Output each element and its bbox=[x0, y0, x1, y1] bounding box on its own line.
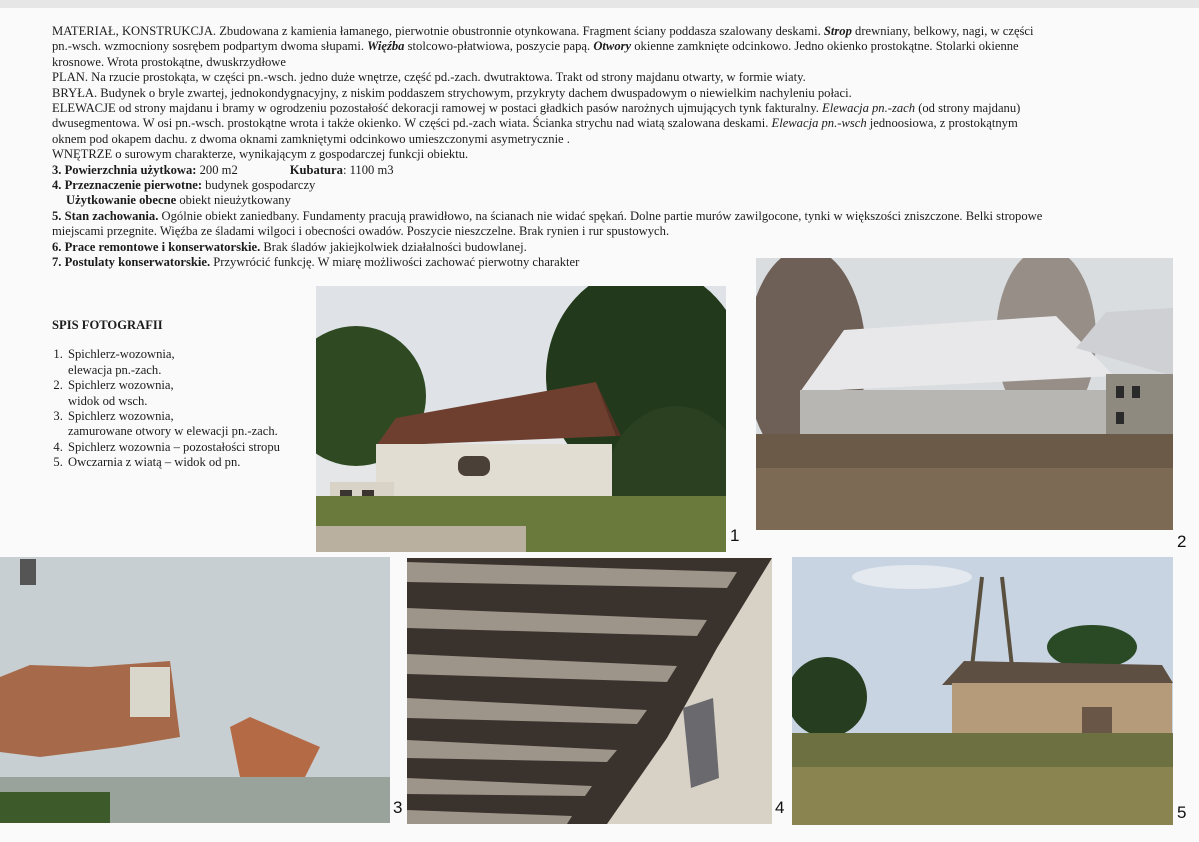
elewacje-paragraph: ELEWACJE od strony majdanu i bramy w ogrodzeniu pozostałość dekoracji ramowej w postaci gładkich pasów narożnych ujmujących tynk fakturalny. Elewacja pn.-zach (od strony majdanu) dwusegmentowa. W osi pn.-wsch. prostokątne wrota i także okienko. W części pd.-zach wiata. Ścianka strychu nad wiatą szalowana deskami. Elewacja pn.-wsch jednoosiowa, z prostokątnym oknem pod okapem dachu. z dwoma oknami zamkniętymi odcinkowo umieszczonymi asymetrycznie . bbox=[52, 101, 1021, 146]
postulaty-line: 7. Postulaty konserwatorskie. Przywrócić funkcję. W miarę możliwości zachować pierwotny charakter bbox=[52, 255, 580, 270]
photo-list-item: 2. Spichlerz wozownia, widok od wsch. bbox=[66, 378, 310, 409]
photo-list-item: 3. Spichlerz wozownia, zamurowane otwory w elewacji pn.-zach. bbox=[66, 409, 310, 440]
photo-1-number: 1 bbox=[730, 526, 740, 545]
photo-list-title: SPIS FOTOGRAFII bbox=[52, 318, 163, 332]
photo-5-sheepfold bbox=[792, 557, 1173, 825]
photo-3-number: 3 bbox=[393, 798, 403, 817]
photo-3-walled-openings bbox=[0, 557, 390, 823]
photo-list bbox=[52, 318, 310, 471]
plan-paragraph: PLAN. Na rzucie prostokąta, w części pn.-wsch. jedno duże wnętrze, część pd.-zach. dwutraktowa. Trakt od strony majdanu otwarty, w formie wiaty. bbox=[52, 70, 806, 85]
material-paragraph: MATERIAŁ, KONSTRUKCJA. Zbudowana z kamienia łamanego, pierwotnie obustronnie otynkowana. Fragment ściany poddasza szalowany deskami. Strop drewniany, belkowy, nagi, w części pn.-wsch. wzmocniony sosrębem podpartym dwoma słupami. Więźba stolcowo-płatwiowa, poszycie papą. Otwory okienne zamknięte odcinkowo. Jedno okienko prostokątne. Stolarki okienne krosnowe. Wrota prostokątne, dwuskrzydłowe bbox=[52, 24, 1034, 69]
bryla-paragraph: BRYŁA. Budynek o bryle zwartej, jednokondygnacyjny, z niskim poddaszem strychowym, przykryty dachem dwuspadowym o niewielkim nachyleniu połaci. bbox=[52, 85, 852, 100]
photo-4-number: 4 bbox=[775, 798, 785, 817]
photo-2-number: 2 bbox=[1177, 532, 1187, 551]
przeznaczenie-line: 4. Przeznaczenie pierwotne: budynek gospodarczy bbox=[52, 178, 316, 193]
stan-paragraph: 5. Stan zachowania. Ogólnie obiekt zaniedbany. Fundamenty pracują prawidłowo, na ścianach nie widać spękań. Dolne partie murów zawilgocone, tynki w większości zniszczone. Belki stropowe miejscami przegnite. Więźba ze śladami wilgoci i obecności owadów. Poszycie nieszczelne. Brak rynien i rur spustowych. bbox=[52, 208, 1043, 239]
prace-line: 6. Prace remontowe i konserwatorskie. Brak śladów jakiejkolwiek działalności budowlanej. bbox=[52, 239, 527, 254]
photo-list-item: 1. Spichlerz-wozownia, elewacja pn.-zach. bbox=[66, 347, 310, 378]
wnetrze-paragraph: WNĘTRZE o surowym charakterze, wynikającym z gospodarczej funkcji obiektu. bbox=[52, 147, 469, 162]
photo-5-number: 5 bbox=[1177, 803, 1187, 822]
powierzchnia-line: 3. Powierzchnia użytkowa: 200 m2 Kubatura: 1100 m3 bbox=[52, 162, 394, 177]
photo-list-item: 4. Spichlerz wozownia – pozostałości stropu bbox=[66, 440, 310, 455]
uzytkowanie-line: Użytkowanie obecne obiekt nieużytkowany bbox=[66, 193, 291, 208]
photo-2-granary-east bbox=[756, 258, 1173, 530]
description-text bbox=[52, 24, 1052, 271]
scan-edge bbox=[0, 0, 1199, 8]
photo-1-granary-northwest bbox=[316, 286, 726, 552]
photo-list-item: 5. Owczarnia z wiatą – widok od pn. bbox=[66, 455, 310, 470]
photo-4-ceiling-beams bbox=[407, 558, 772, 824]
